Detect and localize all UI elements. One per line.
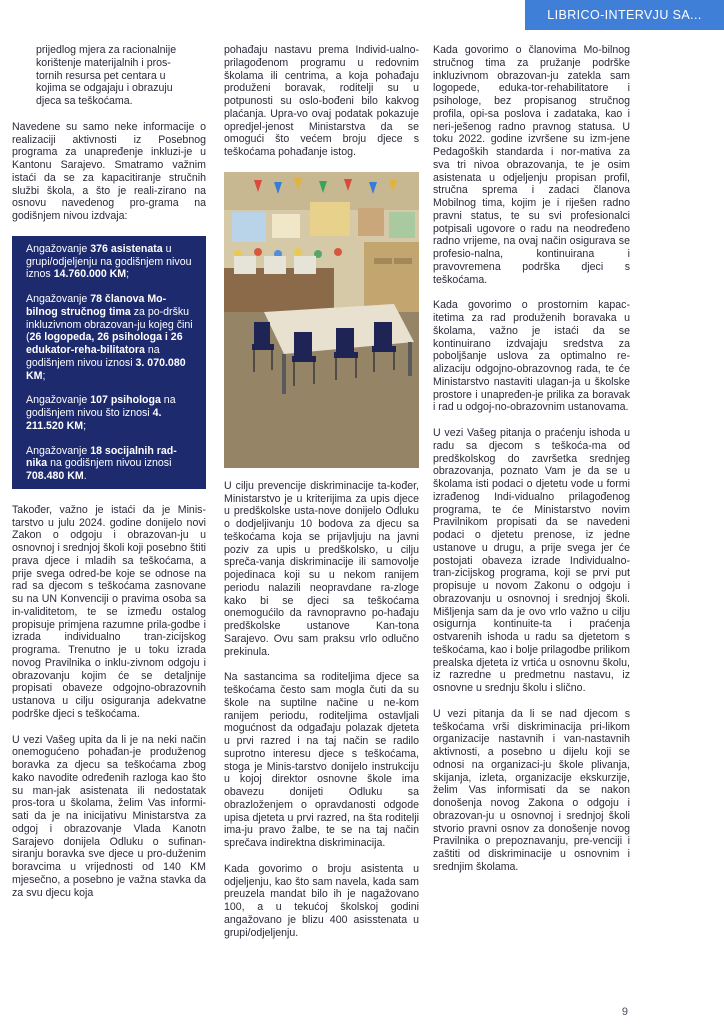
paragraph: U cilju prevencije diskriminacije ta-kođer, Ministarstvo je u kriterijima za upis djece u predškolske usta-nove donijelo Odluku o dodjeljivanju 10 bodova za djecu sa teškoćama koja se prijavljuju na javni poziv za upis u predškolsko, u cilju spreča-vanja diskriminacije ili samovolje pojedinaca koji su u nekom ranijem periodu nalazili neopravdane ra-zloge kako bi se djeci sa teškoćama onemogućilo da ravnopravno po-hađaju predškolske ustanove Kan-tona Sarajevo. Ovu sam praksu vrlo odlučno prekinula.	[224, 479, 419, 658]
article-column-2	[224, 44, 419, 952]
paragraph: prijedlog mjera za racionalnije korištenje materijalnih i pros- tornih resursa pet centara u kojima se odgajaju i obrazuju djeca sa teškoćama.	[36, 44, 177, 107]
article-column-1	[12, 44, 206, 912]
paragraph: Kada govorimo o prostornim kapac-itetima za rad produženih boravaka u školama, važno je istaći da se kontinuirano izdvajaju sredstva za poboljšanje uslova za optimalno re-alizaciju odgojno-obrazovnog rada, te će Ministarstvo nastaviti ulagan-ja u školske prostore i unapređen-je prilika za boravak i rad u odgoj-no-obrazovnim ustanovama.	[433, 299, 630, 414]
paragraph: Kada govorimo o broju asistenta u odjeljenju, kao što sam navela, kada sam preuzela mandat bilo ih je nagažovano 100, a u tekućoj školskoj godini angažovano je blizu 400 asisstenata u grupi/odjeljenju.	[224, 862, 419, 939]
paragraph: U vezi pitanja da li se nad djecom s teškoćama vrši diskriminacija pri-likom organizacije nastavnih i van-nastavnih aktivnosti, a posebno u dijelu koji se odnosi na organizaci-ju škole plivanja, skijanja, izleta, organizacije ekskurzije, želim Vas informisati da se nakon donošenja novog Zakona o odgoju i obrazovan-ju u osnovnoj i srednjoj školi stvorio pravni osnov za donošenje novog Pravilnika o prepoznavanju, pre-venciji i zaštiti od diskriminacije u osnovnim i srednjim školama.	[433, 707, 630, 873]
paragraph: Na sastancima sa roditeljima djece sa teškoćama često sam mogla čuti da su škole na suptilne načine u ne-kom ranijem periodu, roditeljima ostavljali mogućnost da odgađaju polazak djeteta u prvi razred i na taj način se radilo suprotno interesu djece s teškoćama, stoga je Minis-tarstvo donijelo instrukciju u kojoj direktor osnovne škole ima obavezu donijeti Odluku sa obrazloženjem o opravdanosti odgode upisa djeteta u prvi razred, na šta roditelji ima-ju pravo žalbe, te se na taj način sprečava indirektna diskriminacija.	[224, 671, 419, 849]
paragraph: Također, važno je istaći da je Minis-tarstvo u julu 2024. godine donijelo novi Zakon o odgoju i obrazovan-ju u osnovnoj i srednjoj školi koji posebno štiti prava djece i mladih sa teškoćama, a prije svega odred-be koje se odnose na rad sa djecom s teškoćama zasnovane su na UN Konvenciji o pravima osoba sa in-validitetom, te se između ostalog propisuje primjena razumne prila-godbe i izrada individualno tran-zicijskog programa. Trenutno je u toku izrada novog Pravilnika o inklu-zivnom odgoju i obrazovanju kojim će se detaljnije propisati obaveze odgojno-obrazovnih ustanova u cilju osiguranja adekvatne podrške djeci s teškoćama.	[12, 503, 206, 720]
classroom-photo	[224, 172, 419, 468]
info-box-item: Angažovanje 376 asistenata u grupi/odjeljenju na godišnjem nivou iznos 14.760.000 KM;	[26, 242, 192, 281]
info-box-item: Angažovanje 78 članova Mo-bilnog stručnog tima za po-dršku inkluzivnom obrazovan-ju kojeg čini (26 logopeda, 26 psihologa i 26 edukator-reha-bilitatora na godišnjem nivou iznosi 3. 070.080 KM;	[26, 293, 193, 382]
paragraph: Navedene su samo neke informacije o realizaciji aktivnosti iz Posebnog programa za unapređenje inkluzi-je u Kantonu Sarajevo. Smatramo važnim istaći da se za kapacitiranje stručnih službi škola, a što je reali-zirano na osnovu navedenog pro-grama na godišnjem nivou izdvaja:	[12, 120, 206, 222]
info-box-item: Angažovanje 18 socijalnih rad-nika na godišnjem nivou iznosi 708.480 KM.	[26, 444, 177, 482]
paragraph: U vezi Vašeg pitanja o praćenju ishoda u radu sa djecom s teškoća-ma od predškolskog do završetka srednjeg obrazovanja, poznato Vam je da se u školama isti podaci o djetetu vode u formi izrađenog Indi-vidualno prilagođenog programa, te će Ministarstvo novim Pravilnikom propisati da se navedeni podaci o djetetu prenose, iz jedne ustanove u drugu, a prije svega jer će postojati obaveza izrade Individualno-tran-zicijskog programa, koji se prvi put propisuje u novom Zakonu o odgoju i obrazovanju u osnovnoj i srednjoj školi. Mišljenja sam da je ovo vrlo važno u cilju osigurnja kontinuite-ta i praćenja ostvarenih ishoda u radu sa djetetom s teškoćama, kao i bolje prilagodbe prilikom prealska djeteta iz vrtića u osnovnu školu, iz razredne u predmetnu nastavu, iz osnovne u srednju školu i slično.	[433, 427, 630, 694]
header-section-tab: LIBRICO-INTERVJU SA...	[525, 0, 724, 30]
funding-info-box	[12, 236, 206, 489]
article-column-3	[433, 44, 630, 887]
paragraph: U vezi Vašeg upita da li je na neki način onemogućeno pohađan-je produženog boravka za djecu sa teškoćama zbog kako navodite određenih razloga kao što su man-jak asistenata ili nedostatak pros-tora u školama, želim Vas informi-sati da je na inicijativu Ministarstva za odgoj i obrazovanje Vlada Kanotn Sarajevo donijela Odluku o sufinan-siranju boravka sve djece u pro-duženim boravcima u vrijednosti od 140 KM mjesečno, a posebno je važna stavka da za svu djecu koja	[12, 733, 206, 899]
paragraph: Kada govorimo o članovima Mo-bilnog stručnog tima za pružanje podrške inkluzivnom obrazovan-ju zatekla sam logopede, eduka-tor-rehabilitatore i psihologe, bez propisanog stručnog profila, opi-sa poslova i zadataka, kao i neri-ješenog radno pravnog statusa. U toku 2022. godine izvršene su izm-jene Pedagoških standarda i nor-mativa za sva tri nivoa obrazovanja, te je osim asistenata u odjeljenju propisan profil, stručna sprema i zadaci članova Mobilnog tima, kojim je i riješen radno pravni status, te su svi profesionalci potpisali ugovore o radu na neodređeno radno vrijeme, na ovaj način osigurava se profesio-nalna, kontinuirana i pravovremena podrška djeci s teškoćama.	[433, 44, 630, 286]
info-box-item: Angažovanje 107 psihologa na godišnjem nivou što iznosi 4. 211.520 KM;	[26, 394, 176, 432]
page-number: 9	[621, 1006, 628, 1018]
paragraph: pohađaju nastavu prema Individ-ualno-prilagođenom programu u redovnim školama ili centrima, a koja pohađaju produženi boravak, roditelji su u potpunosti su oslo-bođeni bilo kakvog plaćanja. Upra-vo ovaj podatak pokazuje opredjel-jenost Ministarstva da se omogući što većem broju djece s teškoćama pohađanje istog.	[224, 44, 419, 158]
